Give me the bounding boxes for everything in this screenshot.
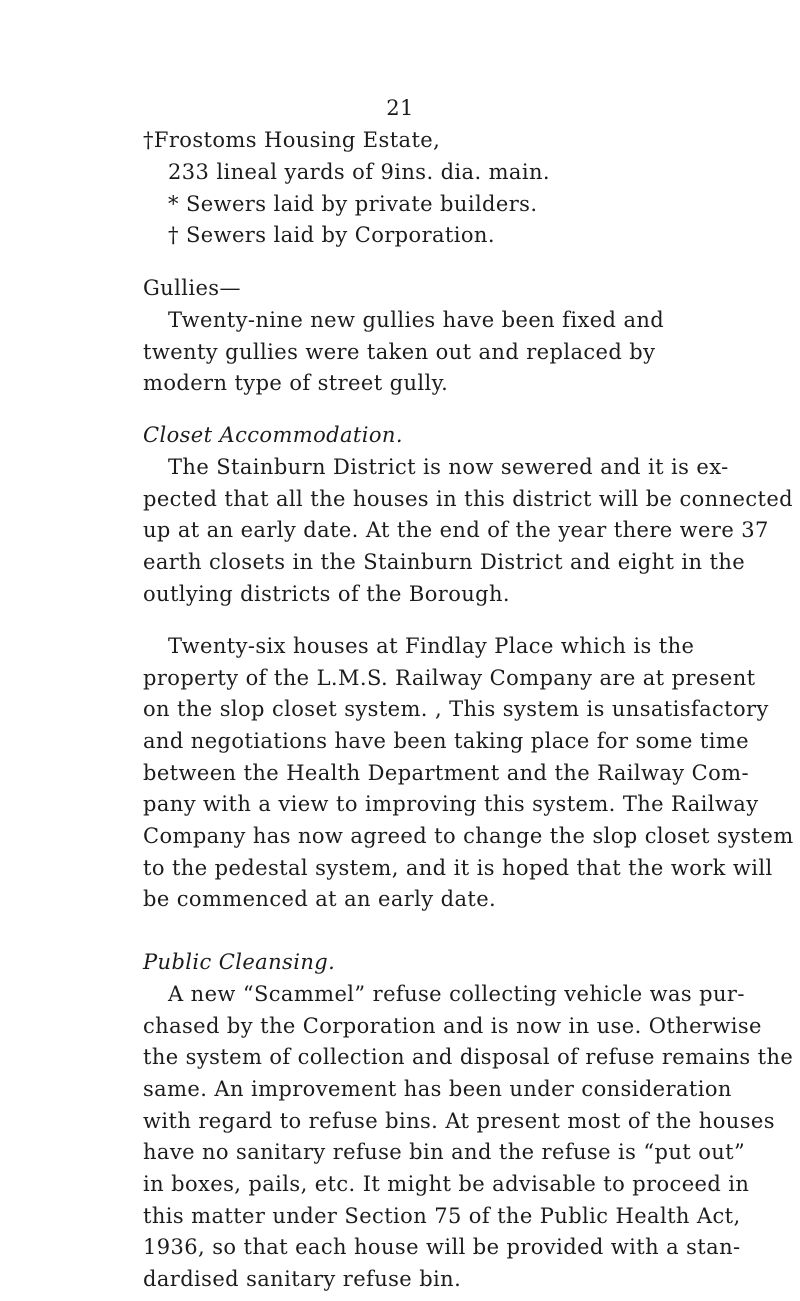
closet-para2-line: Twenty-six houses at Findlay Place which is the	[168, 634, 695, 658]
cleansing-line: 1936, so that each house will be provided with a stan-	[143, 1235, 741, 1259]
cleansing-line: chased by the Corporation and is now in use. Otherwise	[143, 1014, 762, 1038]
closet-para1-line: The Stainburn District is now sewered and it is ex-	[168, 455, 729, 479]
cleansing-line: the system of collection and disposal of refuse remains the	[143, 1045, 794, 1069]
gullies-heading: Gullies—	[143, 276, 241, 300]
closet-para2-line: property of the L.M.S. Railway Company are at present	[143, 666, 756, 690]
closet-para2-line: on the slop closet system. , This system is unsatisfactory	[143, 697, 769, 721]
closet-para1-line: up at an early date. At the end of the year there were 37	[143, 518, 769, 542]
frostoms-heading: †Frostoms Housing Estate,	[143, 128, 441, 152]
closet-para2-line: Company has now agreed to change the slop closet system	[143, 824, 794, 848]
frostoms-detail: 233 lineal yards of 9ins. dia. main.	[168, 160, 550, 184]
closet-para2-line: pany with a view to improving this system. The Railway	[143, 792, 759, 816]
closet-para1-line: earth closets in the Stainburn District and eight in the	[143, 550, 746, 574]
footnote-corporation: † Sewers laid by Corporation.	[168, 223, 495, 247]
cleansing-line: dardised sanitary refuse bin.	[143, 1267, 462, 1291]
page-number: 21	[386, 96, 414, 120]
gullies-line: Twenty-nine new gullies have been fixed and	[168, 308, 665, 332]
closet-para2-line: to the pedestal system, and it is hoped that the work will	[143, 856, 773, 880]
cleansing-line: A new “Scammel” refuse collecting vehicle was pur-	[168, 982, 745, 1006]
footnote-private: * Sewers laid by private builders.	[168, 192, 538, 216]
cleansing-line: with regard to refuse bins. At present most of the houses	[143, 1109, 775, 1133]
closet-para2-line: and negotiations have been taking place for some time	[143, 729, 750, 753]
cleansing-line: same. An improvement has been under consideration	[143, 1077, 732, 1101]
closet-para2-line: be commenced at an early date.	[143, 887, 497, 911]
gullies-line: twenty gullies were taken out and replaced by	[143, 340, 656, 364]
cleansing-line: in boxes, pails, etc. It might be advisable to proceed in	[143, 1172, 750, 1196]
cleansing-line: have no sanitary refuse bin and the refuse is “put out”	[143, 1140, 746, 1164]
cleansing-line: this matter under Section 75 of the Public Health Act,	[143, 1204, 741, 1228]
closet-para1-line: outlying districts of the Borough.	[143, 582, 511, 606]
closet-para1-line: pected that all the houses in this district will be connected	[143, 487, 794, 511]
cleansing-heading: Public Cleansing.	[143, 950, 336, 974]
gullies-line: modern type of street gully.	[143, 371, 449, 395]
closet-heading: Closet Accommodation.	[143, 423, 403, 447]
closet-para2-line: between the Health Department and the Railway Com-	[143, 761, 749, 785]
